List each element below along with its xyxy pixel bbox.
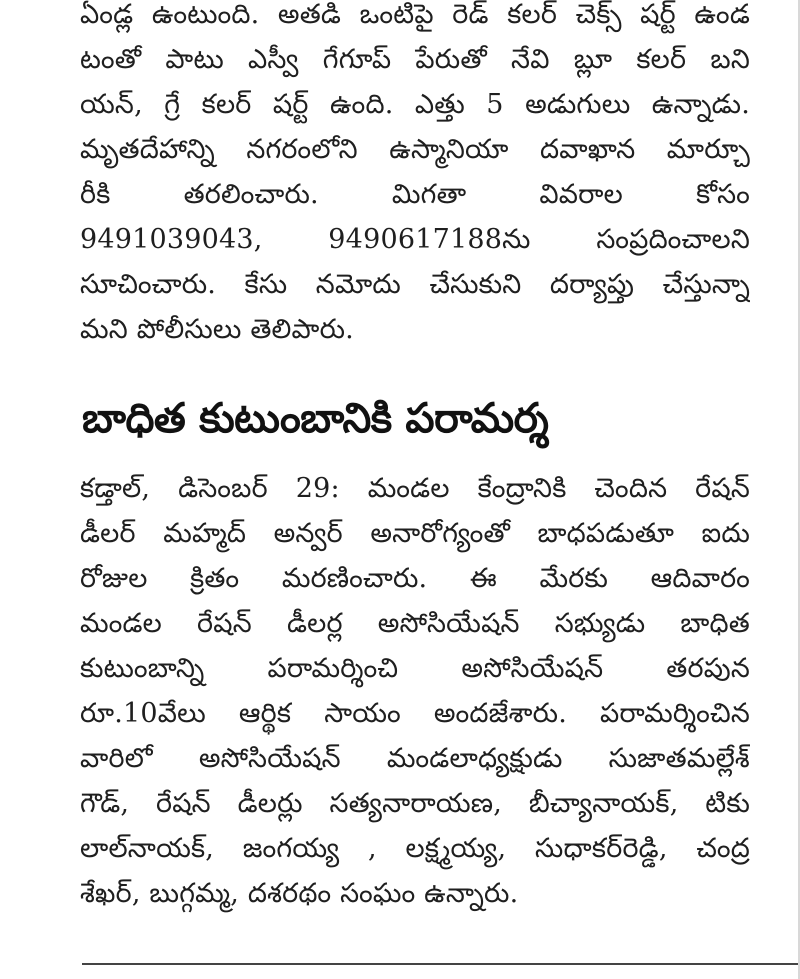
text-line: మృతదేహాన్ని నగరంలోని ఉస్మానియా దవాఖాన మార్చూ — [80, 134, 750, 165]
text-line: 9491039043, 9490617188ను సంప్రదించాలని — [80, 224, 750, 255]
text-line: టంతో పాటు ఎస్వీ గేగూప్ పేరుతో నేవి బ్లూ కలర్ బని — [80, 44, 750, 75]
text-line: గౌడ్, రేషన్ డీలర్లు సత్యనారాయణ, బీచ్యానాయక్, టికు — [80, 788, 750, 819]
article-body — [80, 466, 750, 916]
text-line: ఏండ్ల ఉంటుంది. అతడి ఒంటిపై రెడ్ కలర్ చెక్స్ షర్ట్ ఉండ — [80, 0, 750, 30]
text-line: మండల రేషన్ డీలర్ల అసోసియేషన్ సభ్యుడు బాధిత — [80, 608, 750, 639]
text-line: సూచించారు. కేసు నమోదు చేసుకుని దర్యాప్తు చేస్తున్నా — [80, 269, 750, 300]
text-line: రూ.10వేలు ఆర్థిక సాయం అందజేశారు. పరామర్శించిన — [80, 698, 750, 729]
article-continuation — [80, 0, 750, 352]
text-line: డీలర్ మహ్మద్ అన్వర్ అనారోగ్యంతో బాధపడుతూ ఐదు — [80, 518, 750, 549]
text-line: యన్, గ్రే కలర్ షర్ట్ ఉంది. ఎత్తు 5 అడుగులు ఉన్నాడు. — [80, 89, 750, 120]
article-headline: బాధిత కుటుంబానికి పరామర్శ — [82, 394, 549, 442]
column-divider — [82, 963, 800, 965]
text-line: శేఖర్, బుగ్గమ్మ, దశరథం సంఘం ఉన్నారు. — [80, 878, 519, 909]
text-line: మని పోలీసులు తెలిపారు. — [80, 314, 354, 345]
text-line: రీకి తరలించారు. మిగతా వివరాల కోసం — [80, 179, 750, 210]
text-line: కడ్తాల్, డిసెంబర్ 29: మండల కేంద్రానికి చెందిన రేషన్ — [80, 473, 750, 504]
text-line: కుటుంబాన్ని పరామర్శించి అసోసియేషన్ తరపున — [80, 653, 750, 684]
text-line: రోజుల క్రితం మరణించారు. ఈ మేరకు ఆదివారం — [80, 563, 750, 594]
text-line: లాల్‌నాయక్, జంగయ్య , లక్ష్మయ్య, సుధాకర్‌రెడ్డి, చంద్ర — [80, 833, 750, 864]
text-line: వారిలో అసోసియేషన్ మండలాధ్యక్షుడు సుజాతమల్లేశ్ — [80, 743, 750, 774]
